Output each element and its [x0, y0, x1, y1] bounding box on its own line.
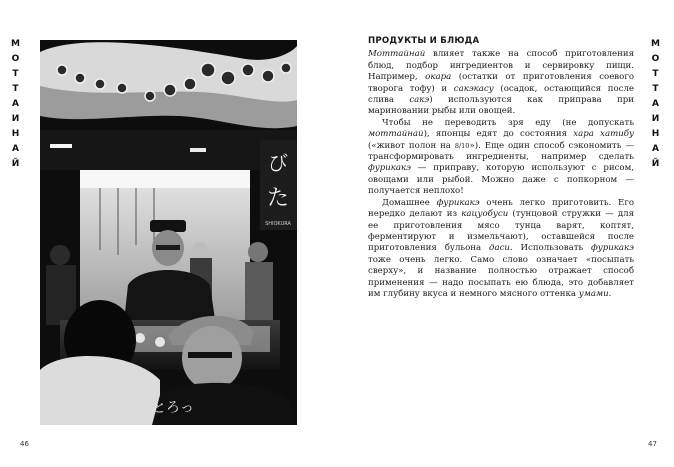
paragraph-1 — [368, 49, 634, 117]
running-head-letter: Й — [11, 159, 20, 169]
fraction: 8/10 — [454, 141, 470, 150]
sign-glyph-top: び — [268, 151, 288, 175]
term-furikake: фурикакэ — [591, 243, 634, 254]
text-run: . — [608, 288, 612, 299]
text-run: Домашнее — [382, 197, 437, 208]
term-sakekasu: сакэкасу — [453, 83, 494, 94]
running-head-letter: М — [11, 39, 20, 49]
term-umami: умами — [578, 288, 609, 299]
running-head-letter: Т — [12, 69, 19, 79]
term-sake: сакэ — [409, 95, 430, 106]
running-head-letter: О — [651, 54, 660, 64]
running-head-left — [11, 40, 20, 169]
term-mottainai: моттайнай — [368, 129, 424, 140]
text-run: влияет также на способ приготовления блюд, подбор ингредиентов и сервировку пищи. Например, — [368, 49, 634, 83]
counter-sign-text: とろっ — [152, 400, 194, 416]
running-head-right — [651, 40, 660, 169]
running-head-letter: А — [12, 144, 19, 154]
term-mottainai: Моттайнай — [368, 49, 426, 60]
photo-illustration — [40, 40, 297, 425]
section-title: ПРОДУКТЫ И БЛЮДА — [368, 36, 480, 46]
text-run: (тунцовой стружки — для ее приготовления мясо тунца варят, коптят, ферментируют и измельчают), оставшейся после приготовления бульона — [368, 209, 635, 254]
running-head-letter: И — [11, 114, 20, 124]
running-head-letter: Н — [11, 129, 20, 139]
text-run: ) используются как приправа при мариновании рыбы или овощей. — [368, 95, 634, 117]
term-dashi: даси — [489, 243, 510, 254]
text-run: — приправу, которую используют с рисом, овощами или рыбой. Можно даже с попкорном — получается неплохо! — [368, 163, 634, 197]
running-head-letter: Т — [652, 69, 659, 79]
sign-small-text: SHIOKURA — [265, 221, 291, 227]
page-number-left: 46 — [20, 440, 29, 448]
text-run: Чтобы не переводить зря еду (не допускать — [382, 117, 634, 128]
running-head-letter: Т — [652, 84, 659, 94]
text-run: (осадок, остающийся после слива — [368, 83, 634, 106]
running-head-letter: Н — [651, 129, 660, 139]
running-head-letter: А — [652, 99, 659, 109]
text-run: («живот полон на — [368, 140, 455, 151]
sign-glyph-mid: た — [266, 186, 290, 211]
term-katsuobushi: кацуобуси — [461, 209, 509, 220]
term-hara-hachibu: хара хатибу — [573, 129, 634, 140]
text-run: ), японцы едят до состояния — [423, 129, 574, 140]
text-run: . Использовать — [509, 243, 592, 254]
running-head-letter: И — [651, 114, 660, 124]
street-food-photo — [40, 40, 297, 425]
page-number-right: 47 — [648, 440, 657, 448]
term-furikake: фурикакэ — [368, 163, 411, 174]
paragraph-3 — [368, 198, 634, 301]
running-head-letter: Й — [651, 159, 660, 169]
running-head-letter: А — [652, 144, 659, 154]
text-run: тоже очень легко. Само слово означает «посыпать сверху», и название полностью отражает способ применения — надо посыпать ею блюда, это добавляет им глубину вкуса и немного мясного оттенка — [368, 254, 634, 299]
running-head-letter: А — [12, 99, 19, 109]
text-column — [368, 36, 634, 300]
text-run: очень легко приготовить. Его нередко делают из — [368, 197, 635, 220]
running-head-letter: Т — [12, 84, 19, 94]
running-head-letter: О — [11, 54, 20, 64]
running-head-letter: М — [651, 39, 660, 49]
text-run: (остатки от приготовления соевого творога тофу) и — [368, 72, 634, 94]
text-run: »). Еще один способ сэкономить — трансформировать ингредиенты, например сделать — [368, 140, 634, 163]
paragraph-2 — [368, 118, 634, 198]
term-okara: окара — [425, 72, 452, 83]
term-furikake: фурикакэ — [436, 197, 480, 208]
